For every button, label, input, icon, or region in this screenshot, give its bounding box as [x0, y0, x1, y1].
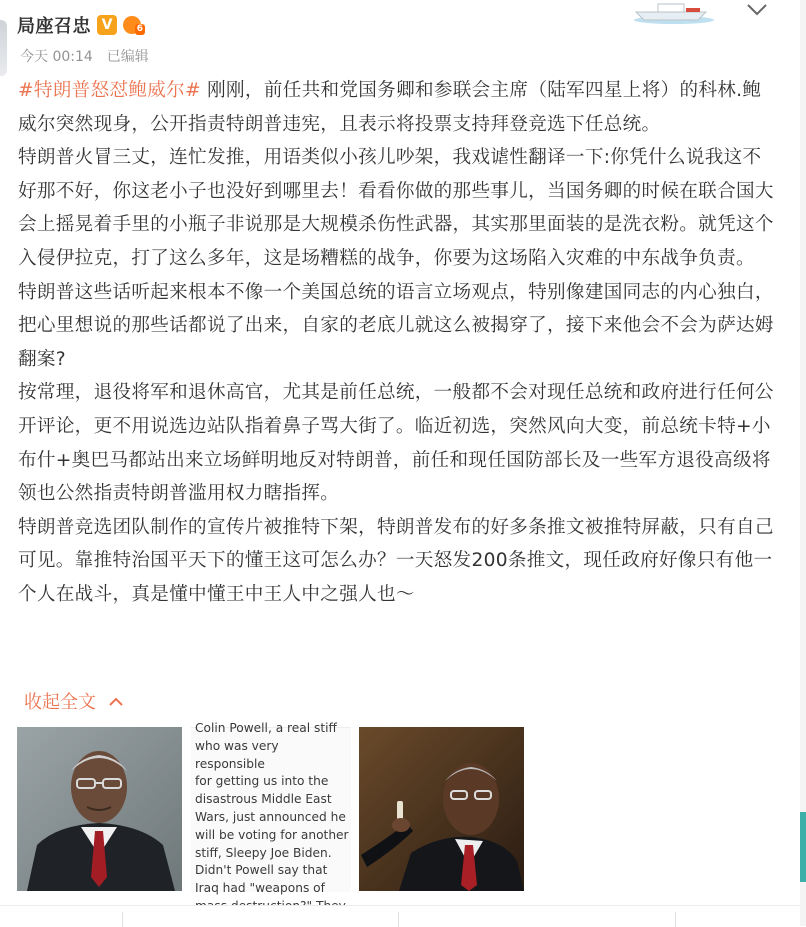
- collapse-label: 收起全文: [24, 692, 96, 713]
- post-paragraph-2: 特朗普火冒三丈，连忙发推，用语类似小孩儿吵架，我戏谑性翻译一下:你凭什么说我这不好那不好，你这老小子也没好到哪里去！看看你做的那些事儿，当国务卿的时候在联合国大会上摇晃着手里的小瓶子非说那是大规模杀伤性武器，其实那里面装的是洗衣粉。就凭这个入侵伊拉克，打了这么多年，这是场糟糕的战争，你要为这场陷入灾难的中东战争负责。: [18, 147, 774, 269]
- post-paragraph-3: 特朗普这些话听起来根本不像一个美国总统的语言立场观点，特别像建国同志的内心独白，把心里想说的那些话都说了出来，自家的老底儿就这么被揭穿了，接下来他会不会为萨达姆翻案?: [18, 281, 774, 370]
- portrait-photo-icon: [17, 727, 182, 891]
- chevron-up-icon: [108, 695, 124, 707]
- image-thumbnail-tweet[interactable]: [191, 721, 351, 896]
- hashtag-link[interactable]: #特朗普怒怼鲍威尔#: [18, 80, 201, 101]
- post-paragraph-1: [18, 74, 778, 141]
- post-meta: [20, 46, 149, 66]
- decoration-boat-icon: [628, 0, 714, 24]
- post-action-bar: [0, 905, 806, 927]
- post-paragraph-5: 特朗普竞选团队制作的宣传片被推特下架，特朗普发布的好多条推文被推特屏蔽，只有自己可见。靠推特治国平天下的懂王这可怎么办？一天怒发200条推文，现任政府好像只有他一个人在战斗，真是懂中懂王中王人中之强人也～: [18, 516, 774, 605]
- post-paragraph-1-text: 刚刚，前任共和党国务卿和参联会主席（陆军四星上将）的科林.鲍威尔突然现身，公开指责特朗普违宪，且表示将投票支持拜登竞选下任总统。: [18, 80, 762, 135]
- verified-badge-icon[interactable]: V: [97, 15, 117, 35]
- image-thumbnail-portrait[interactable]: [17, 727, 182, 891]
- collapse-full-text-button[interactable]: [24, 688, 124, 714]
- avatar[interactable]: [0, 20, 7, 76]
- post-time[interactable]: 今天 00:14: [20, 49, 93, 65]
- tweet-screenshot-text: Colin Powell, a real stiff who was very responsible for getting us into the disastrous Middle East Wars, just announced he will be voting for another stiff, Sleepy Joe Biden. Didn't Powell say that Iraq had "weapons of: [195, 721, 349, 896]
- un-speech-photo-icon: [359, 727, 524, 891]
- image-thumbnail-un-speech[interactable]: [359, 727, 524, 891]
- username[interactable]: 局座召忠: [17, 16, 91, 37]
- more-options-chevron-down-icon[interactable]: [744, 0, 770, 20]
- level-badge-number: 6: [136, 24, 143, 34]
- edited-label[interactable]: 已编辑: [106, 49, 149, 65]
- level-badge-icon[interactable]: [121, 15, 145, 35]
- post-header: [17, 10, 145, 40]
- scrollbar[interactable]: [800, 0, 806, 926]
- post-body: [18, 74, 778, 612]
- post-paragraph-4: 按常理，退役将军和退休高官，尤其是前任总统，一般都不会对现任总统和政府进行任何公开评论，更不用说选边站队指着鼻子骂大街了。临近初选，突然风向大变，前总统卡特+小布什+奥巴马都站出来立场鲜明地反对特朗普，前任和现任国防部长及一些军方退役高级将领也公然指责特朗普滥用权力瞎指挥。: [18, 382, 774, 505]
